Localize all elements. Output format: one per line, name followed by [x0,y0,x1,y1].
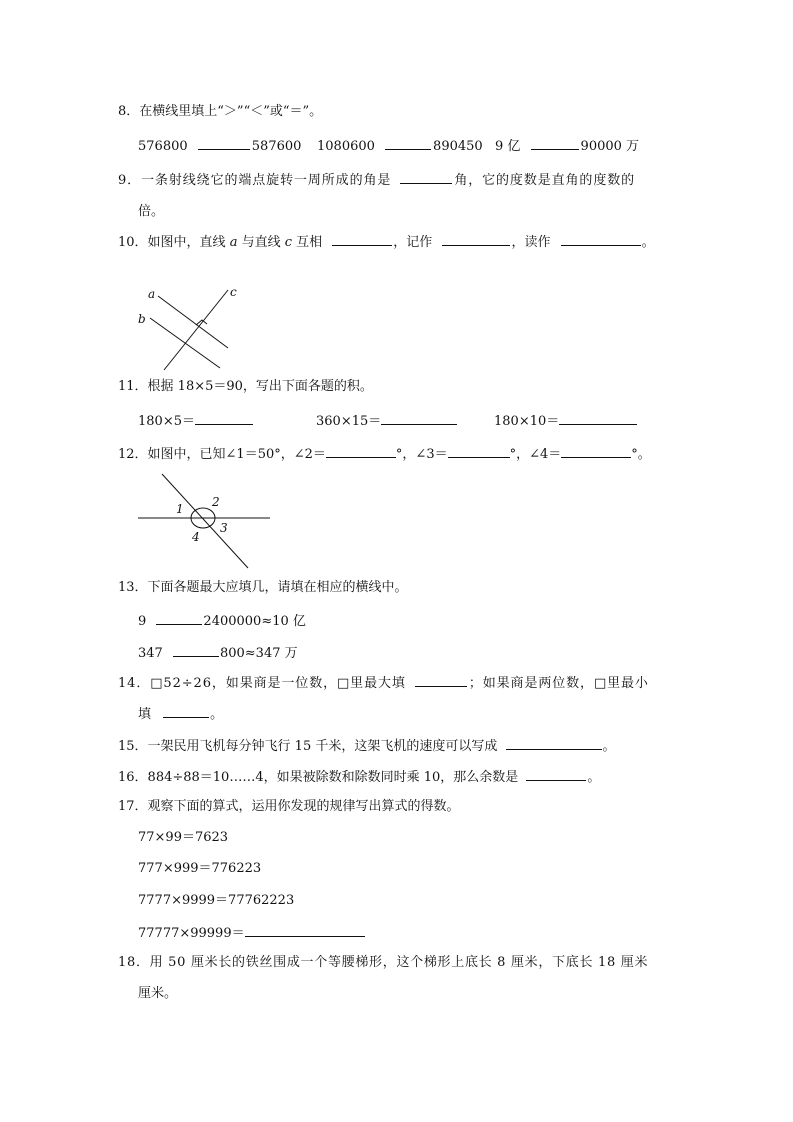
q17-eq-2: 777×999＝776223 [138,861,262,876]
q16-line [118,768,600,786]
q8-title: 8．在横线里填上“＞”“＜”或“＝”。 [118,104,323,119]
q17-eq-4-text: 77777×99999＝ [138,926,245,941]
q12-line [118,445,651,463]
q10-blank-1[interactable] [332,233,392,246]
q13-text-2b: 800≈347 万 [219,646,298,661]
q10-line [118,233,655,251]
q9-line1 [118,171,635,189]
q17-eq-4 [138,924,365,942]
q8-right-2: 890450 [433,139,483,154]
q8-right-3: 90000 万 [580,139,640,154]
q12-blank-1[interactable] [326,445,396,458]
q14-text-1a: 14．□52÷26，如果商是一位数，□里最大填 [118,676,406,691]
q9-text-a: 9．一条射线绕它的端点旋转一周所成的角是 [118,173,392,188]
q9-text-c: 倍。 [138,204,165,219]
q13-blank-2[interactable] [173,644,219,657]
label-c: c [230,285,237,299]
q13-text-1a: 9 [138,614,147,629]
q8-right-1: 587600 [251,139,302,154]
transversal-line [162,474,248,568]
q16-text-a: 16．884÷88＝10……4，如果被除数和除数同时乘 10，那么余数是 [118,770,519,785]
q9-line2 [138,202,164,220]
q11-blank-2[interactable] [381,412,457,425]
angle-label-4: 4 [192,530,200,544]
q10-text-c: 互相 [292,235,323,250]
q10-text-e: ，读作 [511,235,551,250]
q11-item-3 [494,412,637,430]
q10-text-d: ，记作 [393,235,433,250]
q8-compare-1 [138,137,301,155]
q10-blank-3[interactable] [561,233,641,246]
q11-item-1 [138,412,253,430]
q12-angle-diagram [136,472,276,572]
q17-eq-3: 7777×9999＝77762223 [138,893,295,908]
q8-left-3: 9 亿 [495,139,521,154]
q11-expr-3: 180×10＝ [494,414,560,429]
q13-line2 [138,644,298,662]
q17-blank[interactable] [245,924,365,937]
q14-blank-2[interactable] [163,705,209,718]
q8-blank-2[interactable] [385,137,431,150]
q11-blank-3[interactable] [559,412,637,425]
q11-title: 11．根据 18×5＝90，写出下面各题的积。 [118,379,373,394]
q8-compare-2 [317,137,483,155]
q13-text-1b: 2400000≈10 亿 [203,614,306,629]
q18-line1: 18．用 50 厘米长的铁丝围成一个等腰梯形，这个梯形上底长 8 厘米，下底长 18 厘米 [118,955,649,970]
q12-text-c: °，∠4＝ [509,447,562,462]
q12-blank-3[interactable] [561,445,631,458]
q8-blank-1[interactable] [198,137,250,150]
q14-line1 [118,674,649,692]
label-a: a [148,287,156,301]
q13-title: 13．下面各题最大应填几，请填在相应的横线中。 [118,580,408,595]
q14-blank-1[interactable] [415,674,467,687]
q11-expr-2: 360×15＝ [316,414,382,429]
q13-text-2a: 347 [138,646,163,661]
q13-line1 [138,612,306,630]
q17-eq-1: 77×99＝7623 [138,830,229,845]
q10-var-a: a [229,235,238,250]
q14-text-2a: 填 [138,707,152,722]
q10-text-a: 10．如图中，直线 [118,235,230,250]
q9-blank-1[interactable] [400,171,452,184]
angle-label-3: 3 [220,521,228,535]
q14-text-1b: ；如果商是两位数，□里最小 [468,676,649,691]
angle-label-2: 2 [212,495,220,509]
q8-left-2: 1080600 [317,139,375,154]
q10-text-b: 与直线 [237,235,285,250]
q8-blank-3[interactable] [531,137,579,150]
q12-text-d: °。 [631,447,651,462]
q14-text-2b: 。 [210,707,224,722]
q10-line-diagram [130,282,250,374]
q10-text-f: 。 [641,235,655,250]
q12-text-a: 12．如图中，已知∠1＝50°，∠2＝ [118,447,326,462]
q15-text-b: 。 [602,739,616,754]
q12-text-b: °，∠3＝ [395,447,448,462]
angle-label-1: 1 [176,502,184,516]
q14-line2 [138,705,223,723]
q10-blank-2[interactable] [442,233,510,246]
q15-text-a: 15．一架民用飞机每分钟飞行 15 千米，这架飞机的速度可以写成 [118,739,498,754]
q17-title: 17．观察下面的算式，运用你发现的规律写出算式的得数。 [118,799,460,814]
q8-compare-3 [495,137,639,155]
q16-text-b: 。 [587,770,601,785]
q15-line [118,737,616,755]
q15-blank[interactable] [506,737,602,750]
label-b: b [138,312,146,326]
q10-var-c: c [284,235,292,250]
line-c [164,290,228,370]
q11-item-2 [316,412,457,430]
q9-text-b: 角，它的度数是直角的度数的 [454,173,636,188]
q12-blank-2[interactable] [448,445,510,458]
q16-blank[interactable] [526,768,586,781]
q8-left-1: 576800 [138,139,188,154]
q18-line2: 厘米。 [138,986,178,1001]
q11-expr-1: 180×5＝ [138,414,195,429]
q11-blank-1[interactable] [195,412,253,425]
q13-blank-1[interactable] [156,612,202,625]
